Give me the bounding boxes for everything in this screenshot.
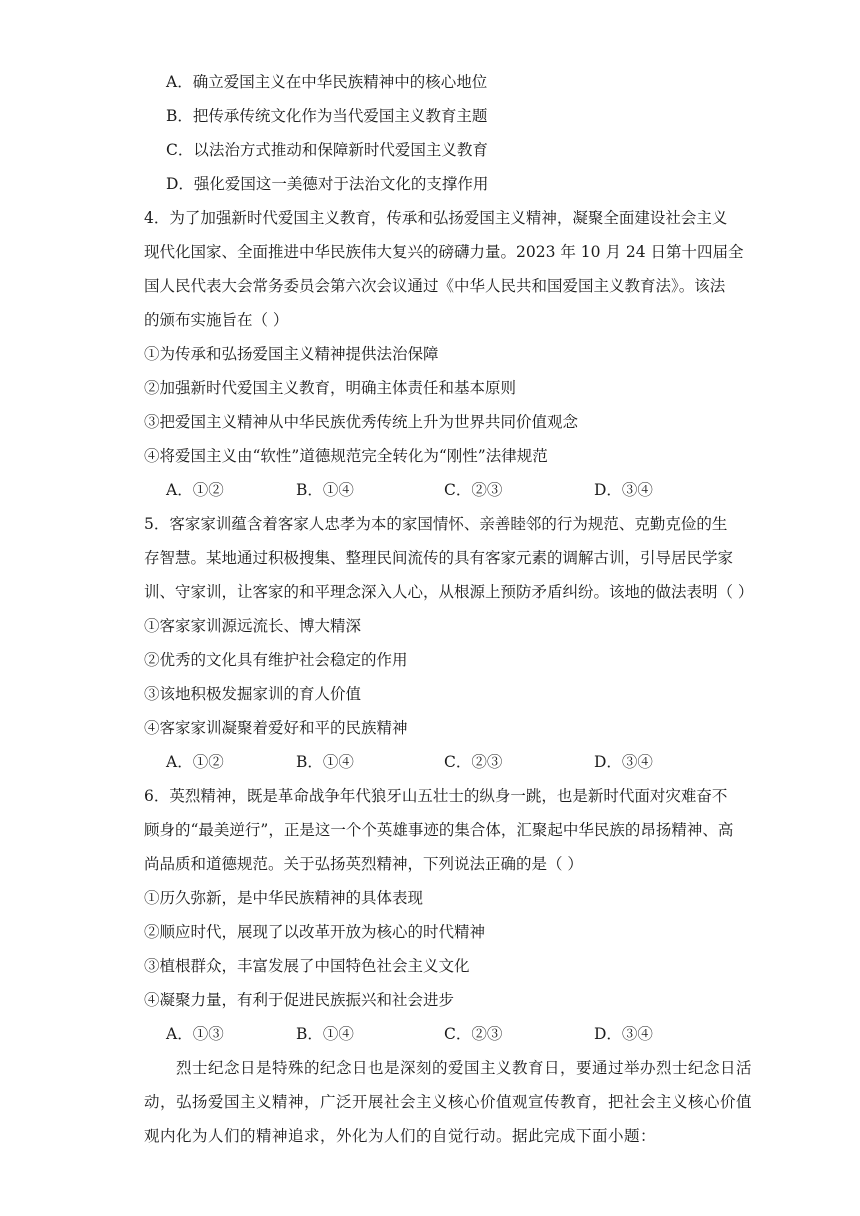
q5-choice-d: D．③④ xyxy=(594,753,653,771)
q5-item-2: ②优秀的文化具有维护社会稳定的作用 xyxy=(144,651,408,669)
q6-item-3: ③植根群众，丰富发展了中国特色社会主义文化 xyxy=(144,957,470,975)
q3-option-c: C．以法治方式推动和保障新时代爱国主义教育 xyxy=(166,141,488,159)
q5-stem-line-3: 训、守家训，让客家的和平理念深入人心，从根源上预防矛盾纠纷。该地的做法表明（ ） xyxy=(144,583,754,601)
q4-stem-line-4: 的颁布实施旨在（ ） xyxy=(144,311,289,329)
q4-stem-line-2: 现代化国家、全面推进中华民族伟大复兴的磅礴力量。2023 年 10 月 24 日第十四届全 xyxy=(144,243,744,261)
q3-option-b: B．把传承传统文化作为当代爱国主义教育主题 xyxy=(166,107,488,125)
q6-item-4: ④凝聚力量，有利于促进民族振兴和社会进步 xyxy=(144,991,455,1009)
q6-stem-line-1: 6．英烈精神，既是革命战争年代狼牙山五壮士的纵身一跳，也是新时代面对灾难奋不 xyxy=(144,787,728,805)
q4-item-2: ②加强新时代爱国主义教育，明确主体责任和基本原则 xyxy=(144,379,517,397)
q6-choice-b: B．①④ xyxy=(296,1025,354,1043)
q5-item-1: ①客家家训源远流长、博大精深 xyxy=(144,617,362,635)
q6-choice-c: C．②③ xyxy=(444,1025,503,1043)
q6-item-1: ①历久弥新，是中华民族精神的具体表现 xyxy=(144,889,424,907)
q4-choice-c: C．②③ xyxy=(444,481,503,499)
q4-stem-line-3: 国人民代表大会常务委员会第六次会议通过《中华人民共和国爱国主义教育法》。该法 xyxy=(144,277,726,295)
q6-stem-line-3: 尚品质和道德规范。关于弘扬英烈精神，下列说法正确的是（ ） xyxy=(144,855,583,873)
q4-stem-line-1: 4．为了加强新时代爱国主义教育，传承和弘扬爱国主义精神，凝聚全面建设社会主义 xyxy=(144,209,728,227)
q5-item-3: ③该地积极发掘家训的育人价值 xyxy=(144,685,362,703)
q4-choice-b: B．①④ xyxy=(296,481,354,499)
q5-choice-c: C．②③ xyxy=(444,753,503,771)
q4-item-1: ①为传承和弘扬爱国主义精神提供法治保障 xyxy=(144,345,439,363)
q6-stem-line-2: 顾身的“最美逆行”，正是这一个个英雄事迹的集合体，汇聚起中华民族的昂扬精神、高 xyxy=(144,821,734,839)
q6-choice-a: A．①③ xyxy=(166,1025,224,1043)
q6-choice-d: D．③④ xyxy=(594,1025,653,1043)
q5-choice-a: A．①② xyxy=(166,753,224,771)
q5-choice-b: B．①④ xyxy=(296,753,354,771)
q4-item-4: ④将爱国主义由“软性”道德规范完全转化为“刚性”法律规范 xyxy=(144,447,548,465)
material-line-1: 烈士纪念日是特殊的纪念日也是深刻的爱国主义教育日，要通过举办烈士纪念日活 xyxy=(176,1059,753,1077)
q6-item-2: ②顺应时代，展现了以改革开放为核心的时代精神 xyxy=(144,923,486,941)
q4-choice-a: A．①② xyxy=(166,481,224,499)
q3-option-a: A．确立爱国主义在中华民族精神中的核心地位 xyxy=(166,73,488,91)
material-line-2: 动，弘扬爱国主义精神，广泛开展社会主义核心价值观宣传教育，把社会主义核心价值 xyxy=(144,1093,753,1111)
material-line-3: 观内化为人们的精神追求，外化为人们的自觉行动。据此完成下面小题： xyxy=(144,1127,657,1145)
q4-choice-d: D．③④ xyxy=(594,481,653,499)
q5-item-4: ④客家家训凝聚着爱好和平的民族精神 xyxy=(144,719,408,737)
q5-stem-line-2: 存智慧。某地通过积极搜集、整理民间流传的具有客家元素的调解古训，引导居民学家 xyxy=(144,549,734,567)
q3-option-d: D．强化爱国这一美德对于法治文化的支撑作用 xyxy=(166,175,489,193)
q5-stem-line-1: 5．客家家训蕴含着客家人忠孝为本的家国情怀、亲善睦邻的行为规范、克勤克俭的生 xyxy=(144,515,728,533)
q4-item-3: ③把爱国主义精神从中华民族优秀传统上升为世界共同价值观念 xyxy=(144,413,579,431)
